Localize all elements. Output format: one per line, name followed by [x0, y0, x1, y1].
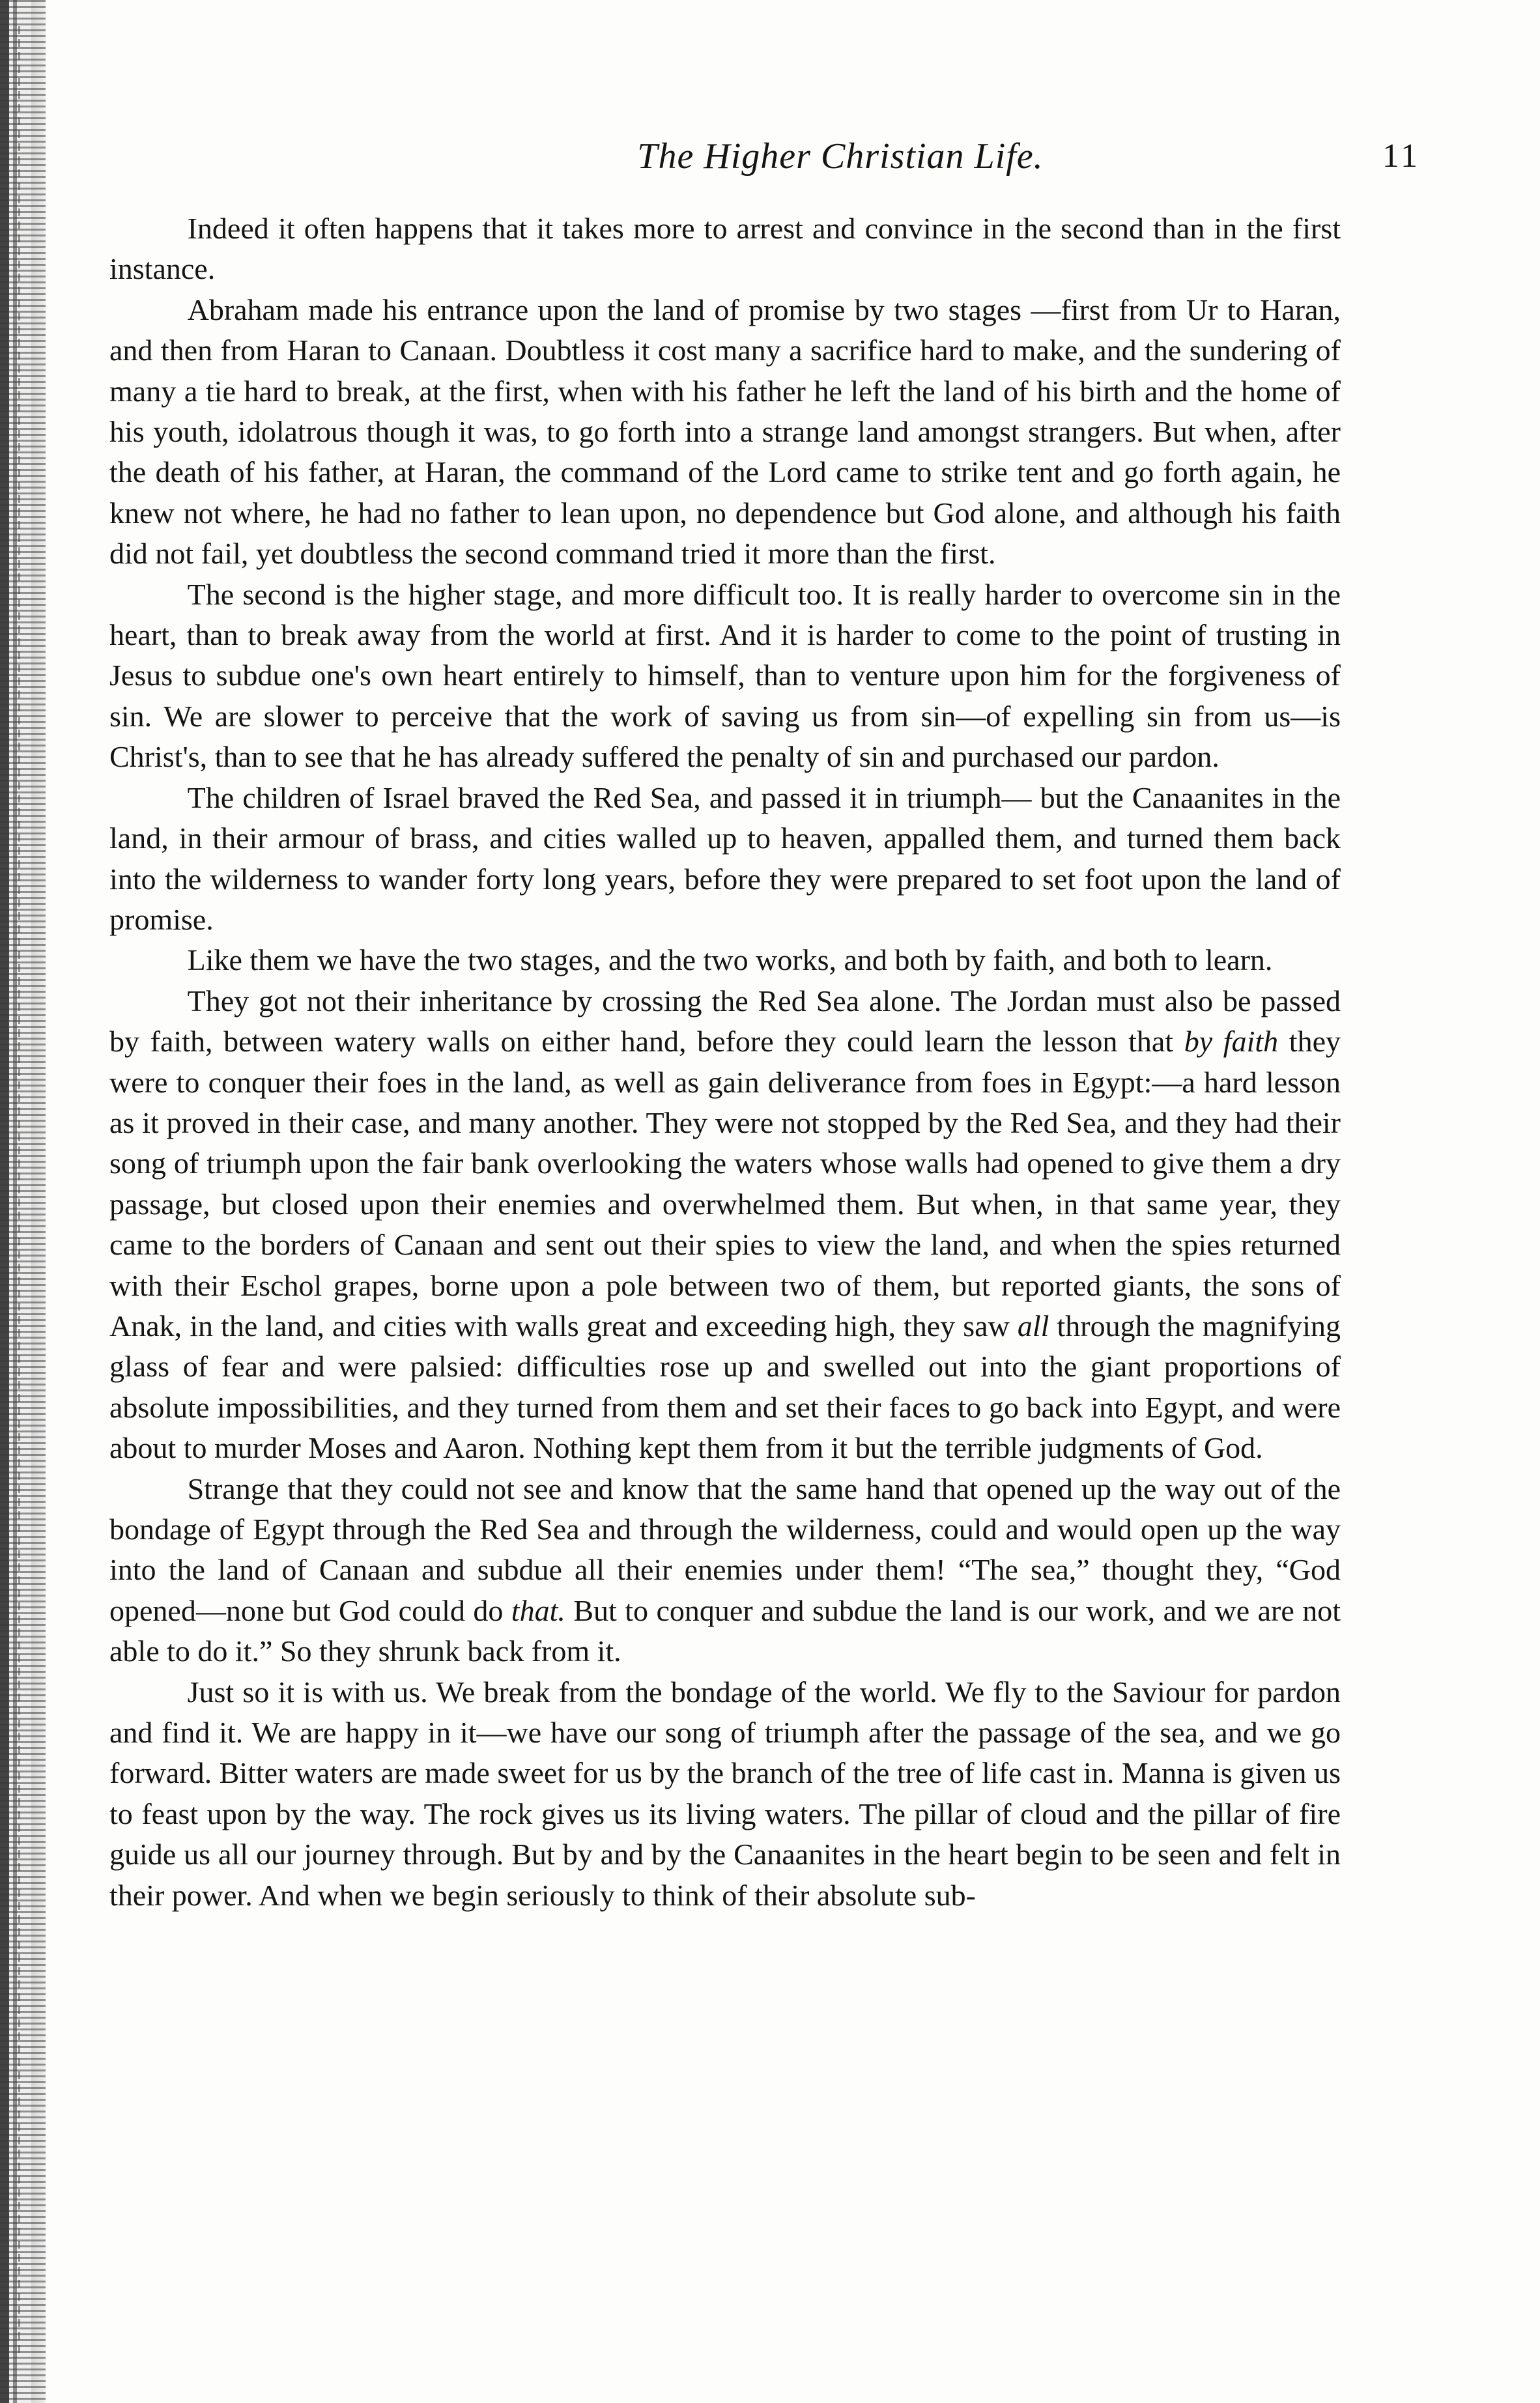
body-text — [109, 208, 1341, 1916]
text-run: they were to conquer their foes in the land, as well as gain deliverance from foes in Egypt:—a hard lesson as it proved in their case, and many another. They were not stopped by the Red Sea, and they had their song of triumph upon the fair bank overlooking the waters whose walls had opened to give them a dry passage, but closed upon their enemies and overwhelmed them. But when, in that same year, they came to the borders of Canaan and sent out their spies to view the land, and when the spies returned with their Eschol grapes, borne upon a pole between two of them, but reported giants, the sons of Anak, in the land, and cities with walls great and exceeding high, they saw — [109, 1025, 1341, 1343]
paragraph: The second is the higher stage, and more difficult too. It is really harder to overcome sin in the heart, than to break away from the world at first. And it is harder to come to the point of trusting in Jesus to subdue one's own heart entirely to himself, than to venture upon him for the forgiveness of sin. We are slower to perceive that the work of saving us from sin—of expelling sin from us—is Christ's, than to see that he has already suffered the penalty of sin and purchased our pardon. — [109, 577, 1341, 774]
text-run: through the magnifying glass of fear and were palsied: difficulties rose up and swelled out into the giant proportions of absolute impossibilities, and they turned from them and set their faces to go back into Egypt, and were about to murder Moses and Aaron. Nothing kept them from it but the terrible judgments of God. — [109, 1309, 1341, 1465]
paragraph — [109, 1469, 1341, 1672]
italic-text: all — [1017, 1309, 1049, 1343]
paragraph: Like them we have the two stages, and the two works, and both by faith, and both to learn. — [187, 943, 1273, 977]
text-run: They got not their inheritance by crossing the Red Sea alone. The Jordan must also be passed by faith, between watery walls on either hand, before they could learn the lesson that — [109, 984, 1341, 1059]
paragraph: Abraham made his entrance upon the land of promise by two stages —first from Ur to Haran, and then from Haran to Canaan. Doubtless it cost many a sacrifice hard to make, and the sundering of many a tie hard to break, at the first, when with his father he left the land of his birth and the home of his youth, idolatrous though it was, to go forth into a strange land amongst strangers. But when, after the death of his father, at Haran, the command of the Lord came to strike tent and go forth again, he knew not where, he had no father to lean upon, no dependence but God alone, and although his faith did not fail, yet doubtless the second command tried it more than the first. — [109, 292, 1341, 571]
paragraph — [109, 981, 1341, 1469]
italic-text: that. — [511, 1593, 565, 1627]
binding-edge — [0, 0, 46, 2403]
page-number: 11 — [1382, 137, 1420, 175]
italic-text: by faith — [1184, 1025, 1279, 1059]
paragraph: Just so it is with us. We break from the bondage of the world. We fly to the Saviour for pardon and find it. We are happy in it—we have our song of triumph after the passage of the sea, and we go forward. Bitter waters are made sweet for us by the branch of the tree of life cast in. Manna is given us to feast upon by the way. The rock gives us its living waters. The pillar of cloud and the pillar of fire guide us all our journey through. But by and by the Canaanites in the heart begin to be seen and felt in their power. And when we begin seriously to think of their absolute sub- — [109, 1675, 1341, 1912]
running-head — [117, 130, 1420, 182]
paragraph: The children of Israel braved the Red Sea, and passed it in triumph— but the Canaanites in the land, in their armour of brass, and cities walled up to heaven, appalled them, and turned them back into the wilderness to wander forty long years, before they were prepared to set foot upon the land of promise. — [109, 780, 1341, 936]
paragraph: Indeed it often happens that it takes more to arrest and convince in the second than in the first instance. — [109, 212, 1341, 286]
page-title: The Higher Christian Life. — [637, 136, 1044, 177]
text-run: But to conquer and subdue the land is our work, and we are not able to do it.” So they shrunk back from it. — [109, 1593, 1341, 1668]
text-run: Strange that they could not see and know that the same hand that opened up the way out of the bondage of Egypt through the Red Sea and through the wilderness, could and would open up the way into the land of Canaan and subdue all their enemies under them! “The sea,” thought they, “God opened—none but God could do — [109, 1472, 1341, 1627]
